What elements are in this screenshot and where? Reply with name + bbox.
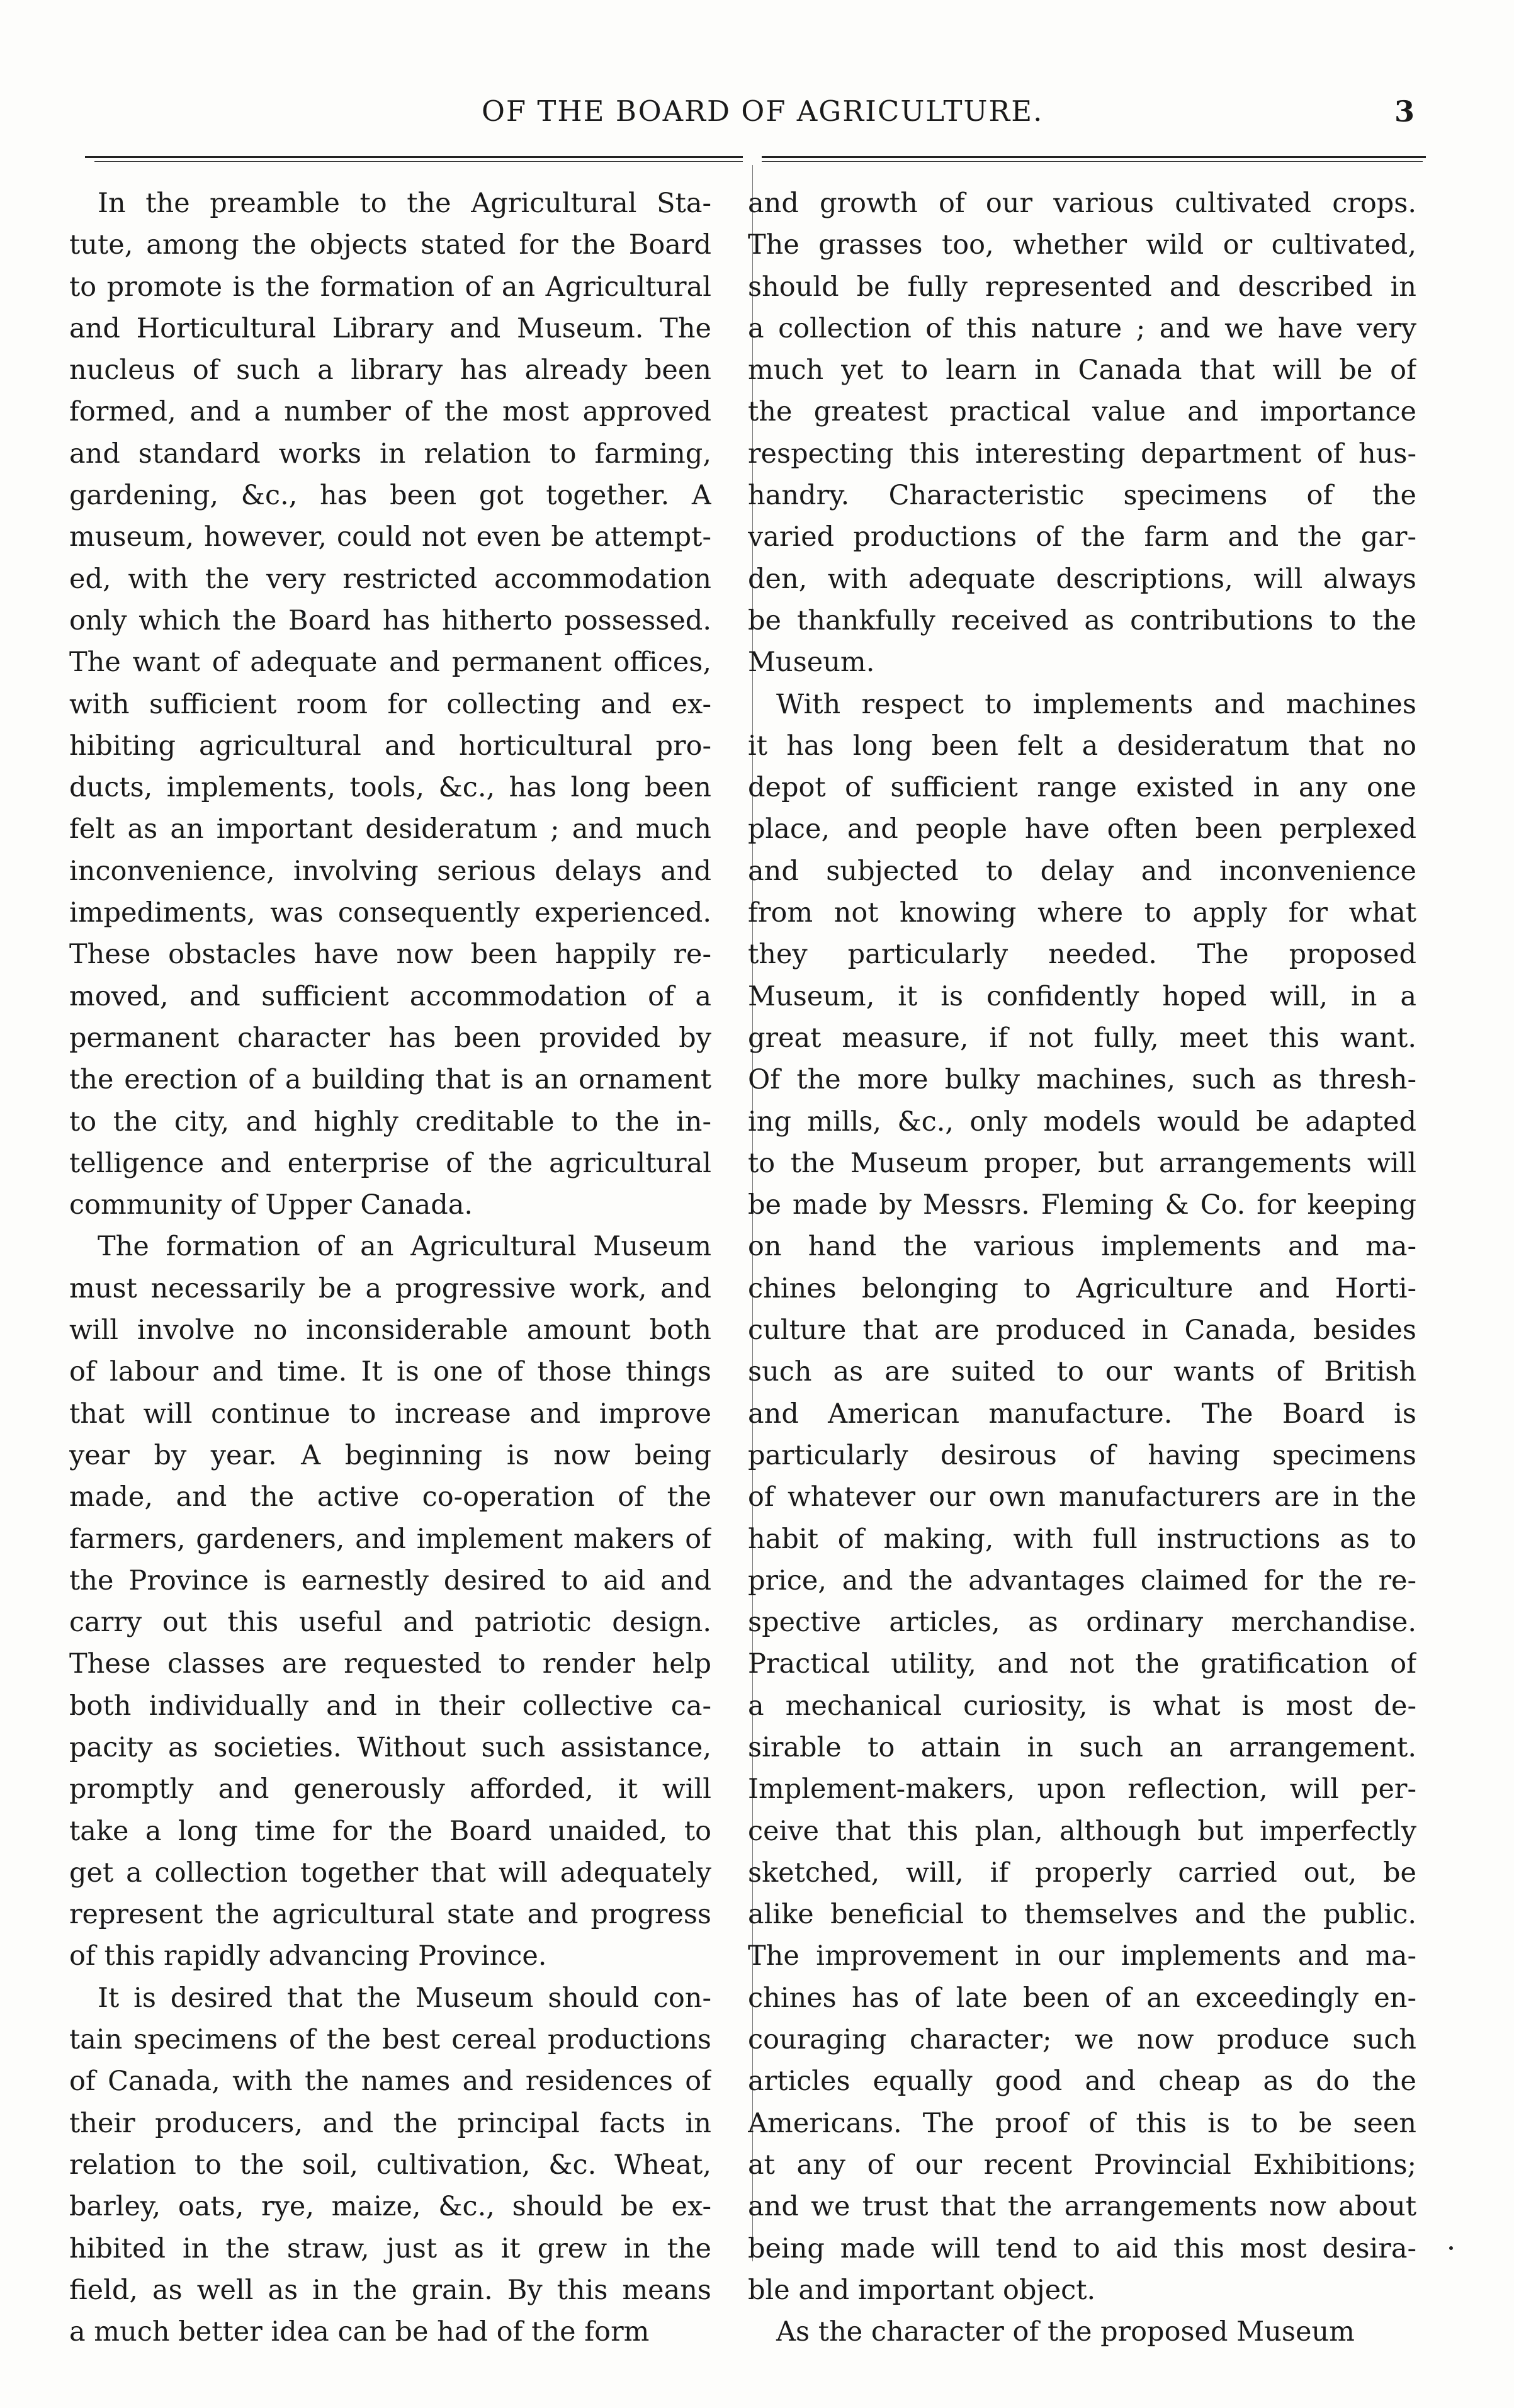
text-line: with sufficient room for collecting and ex- (69, 688, 711, 720)
header-rule-left-thin (94, 161, 743, 162)
text-line: made, and the active co-operation of the (69, 1481, 711, 1513)
text-line: couraging character; we now produce such (748, 2024, 1416, 2056)
text-line: barley, oats, rye, maize, &c., should be ex- (69, 2191, 711, 2223)
text-line: chines belonging to Agriculture and Horti- (748, 1272, 1416, 1304)
text-line: It is desired that the Museum should con- (98, 1982, 711, 2014)
text-line: the erection of a building that is an ornament (69, 1064, 711, 1096)
text-line: tute, among the objects stated for the Board (69, 229, 711, 261)
text-line: farmers, gardeners, and implement makers of (69, 1523, 711, 1555)
text-line: inconvenience, involving serious delays and (69, 855, 711, 887)
left-column (69, 183, 711, 2353)
text-line: Museum, it is confidently hoped will, in a (748, 980, 1416, 1012)
text-line: felt as an important desideratum ; and much (69, 813, 711, 845)
text-line: represent the agricultural state and progress (69, 1899, 711, 1931)
text-line: moved, and sufficient accommodation of a (69, 980, 711, 1012)
text-line: be thankfully received as contributions to the (748, 604, 1416, 636)
text-line: and American manufacture. The Board is (748, 1398, 1416, 1430)
text-line: With respect to implements and machines (776, 688, 1416, 720)
text-line: hibiting agricultural and horticultural pro- (69, 730, 711, 762)
text-line: from not knowing where to apply for what (748, 897, 1416, 929)
text-line: chines has of late been of an exceedingly en- (748, 1982, 1416, 2014)
page-number: 3 (1394, 94, 1415, 128)
text-line: ble and important object. (748, 2274, 1096, 2306)
header-rule-left (85, 156, 743, 158)
text-line: respecting this interesting department of hus- (748, 438, 1416, 470)
header-rule-right-thin (762, 161, 1423, 162)
text-line: Practical utility, and not the gratification of (748, 1648, 1416, 1680)
text-line: sirable to attain in such an arrangement. (748, 1731, 1416, 1763)
text-line: In the preamble to the Agricultural Sta- (98, 188, 711, 219)
text-line: at any of our recent Provincial Exhibitions; (748, 2149, 1416, 2181)
text-line: As the character of the proposed Museum (776, 2316, 1355, 2348)
text-line: Implement-makers, upon reflection, will per- (748, 1773, 1416, 1806)
text-line: gardening, &c., has been got together. A (69, 480, 711, 512)
text-line: will involve no inconsiderable amount both (69, 1314, 711, 1347)
text-line: a much better idea can be had of the form (69, 2316, 650, 2348)
stray-ink-mark (1449, 2246, 1453, 2250)
text-line: of this rapidly advancing Province. (69, 1940, 547, 1972)
text-line: of whatever our own manufacturers are in the (748, 1481, 1416, 1513)
text-line: handry. Characteristic specimens of the (748, 480, 1416, 512)
text-line: their producers, and the principal facts in (69, 2107, 711, 2139)
text-line: the Province is earnestly desired to aid and (69, 1564, 711, 1597)
text-line: be made by Messrs. Fleming & Co. for keeping (748, 1189, 1416, 1221)
text-line: must necessarily be a progressive work, and (69, 1272, 711, 1304)
text-line: culture that are produced in Canada, besides (748, 1314, 1416, 1347)
text-line: ing mills, &c., only models would be adapted (748, 1105, 1416, 1138)
text-line: nucleus of such a library has already been (69, 354, 711, 387)
text-line: Of the more bulky machines, such as thresh- (748, 1064, 1416, 1096)
text-line: varied productions of the farm and the gar- (748, 521, 1416, 553)
text-line: pacity as societies. Without such assistance, (69, 1731, 711, 1763)
text-line: both individually and in their collective ca- (69, 1690, 711, 1722)
text-line: sketched, will, if properly carried out, be (748, 1857, 1416, 1889)
text-line: get a collection together that will adequately (69, 1857, 711, 1889)
text-line: These obstacles have now been happily re- (69, 939, 711, 971)
text-line: and standard works in relation to farming, (69, 438, 711, 470)
running-head (0, 94, 1514, 145)
text-line: should be fully represented and described in (748, 271, 1416, 303)
text-line: These classes are requested to render help (69, 1648, 711, 1680)
text-line: to promote is the formation of an Agricultural (69, 271, 711, 303)
text-line: of Canada, with the names and residences of (69, 2066, 711, 2098)
text-line: ed, with the very restricted accommodation (69, 563, 711, 595)
text-line: year by year. A beginning is now being (69, 1439, 711, 1471)
text-line: formed, and a number of the most approved (69, 396, 711, 428)
text-line: to the city, and highly creditable to the in- (69, 1105, 711, 1138)
text-line: and growth of our various cultivated crops. (748, 188, 1416, 219)
text-line: they particularly needed. The proposed (748, 939, 1416, 971)
text-line: spective articles, as ordinary merchandise. (748, 1607, 1416, 1639)
text-line: price, and the advantages claimed for the re- (748, 1564, 1416, 1597)
text-line: alike beneficial to themselves and the public. (748, 1899, 1416, 1931)
text-line: carry out this useful and patriotic design. (69, 1607, 711, 1639)
text-line: of labour and time. It is one of those things (69, 1356, 711, 1388)
text-line: and subjected to delay and inconvenience (748, 855, 1416, 887)
text-line: the greatest practical value and importance (748, 396, 1416, 428)
text-line: to the Museum proper, but arrangements will (748, 1147, 1416, 1179)
text-line: that will continue to increase and improve (69, 1398, 711, 1430)
text-line: being made will tend to aid this most desira- (748, 2232, 1416, 2264)
text-line: such as are suited to our wants of British (748, 1356, 1416, 1388)
text-line: ducts, implements, tools, &c., has long been (69, 772, 711, 804)
text-line: community of Upper Canada. (69, 1189, 473, 1221)
text-line: The formation of an Agricultural Museum (98, 1231, 711, 1263)
text-line: telligence and enterprise of the agricultural (69, 1147, 711, 1179)
text-line: habit of making, with full instructions as to (748, 1523, 1416, 1555)
text-line: and we trust that the arrangements now about (748, 2191, 1416, 2223)
text-line: and Horticultural Library and Museum. The (69, 312, 711, 344)
text-line: permanent character has been provided by (69, 1022, 711, 1054)
text-line: hibited in the straw, just as it grew in the (69, 2232, 711, 2264)
text-line: Americans. The proof of this is to be seen (748, 2107, 1416, 2139)
text-line: Museum. (748, 647, 875, 679)
running-title: OF THE BOARD OF AGRICULTURE. (482, 94, 1044, 128)
header-rule-right (762, 156, 1426, 158)
text-line: a collection of this nature ; and we have very (748, 312, 1416, 344)
text-line: field, as well as in the grain. By this means (69, 2274, 711, 2306)
text-line: particularly desirous of having specimens (748, 1439, 1416, 1471)
text-line: place, and people have often been perplexed (748, 813, 1416, 845)
text-line: on hand the various implements and ma- (748, 1231, 1416, 1263)
text-line: depot of sufficient range existed in any one (748, 772, 1416, 804)
text-line: promptly and generously afforded, it will (69, 1773, 711, 1806)
text-line: tain specimens of the best cereal productions (69, 2024, 711, 2056)
text-line: relation to the soil, cultivation, &c. Wheat, (69, 2149, 711, 2181)
text-line: ceive that this plan, although but imperfectly (748, 1815, 1416, 1847)
text-line: den, with adequate descriptions, will always (748, 563, 1416, 595)
text-line: much yet to learn in Canada that will be of (748, 354, 1416, 387)
text-line: articles equally good and cheap as do the (748, 2066, 1416, 2098)
text-line: museum, however, could not even be attempt- (69, 521, 711, 553)
text-line: take a long time for the Board unaided, to (69, 1815, 711, 1847)
text-line: only which the Board has hitherto possessed. (69, 604, 711, 636)
text-line: The grasses too, whether wild or cultivated, (748, 229, 1416, 261)
text-line: The want of adequate and permanent offices, (69, 647, 711, 679)
right-column (748, 183, 1416, 2353)
text-line: it has long been felt a desideratum that no (748, 730, 1416, 762)
text-line: impediments, was consequently experienced. (69, 897, 711, 929)
text-line: a mechanical curiosity, is what is most de- (748, 1690, 1416, 1722)
text-line: The improvement in our implements and ma- (748, 1940, 1416, 1972)
text-line: great measure, if not fully, meet this want. (748, 1022, 1416, 1054)
